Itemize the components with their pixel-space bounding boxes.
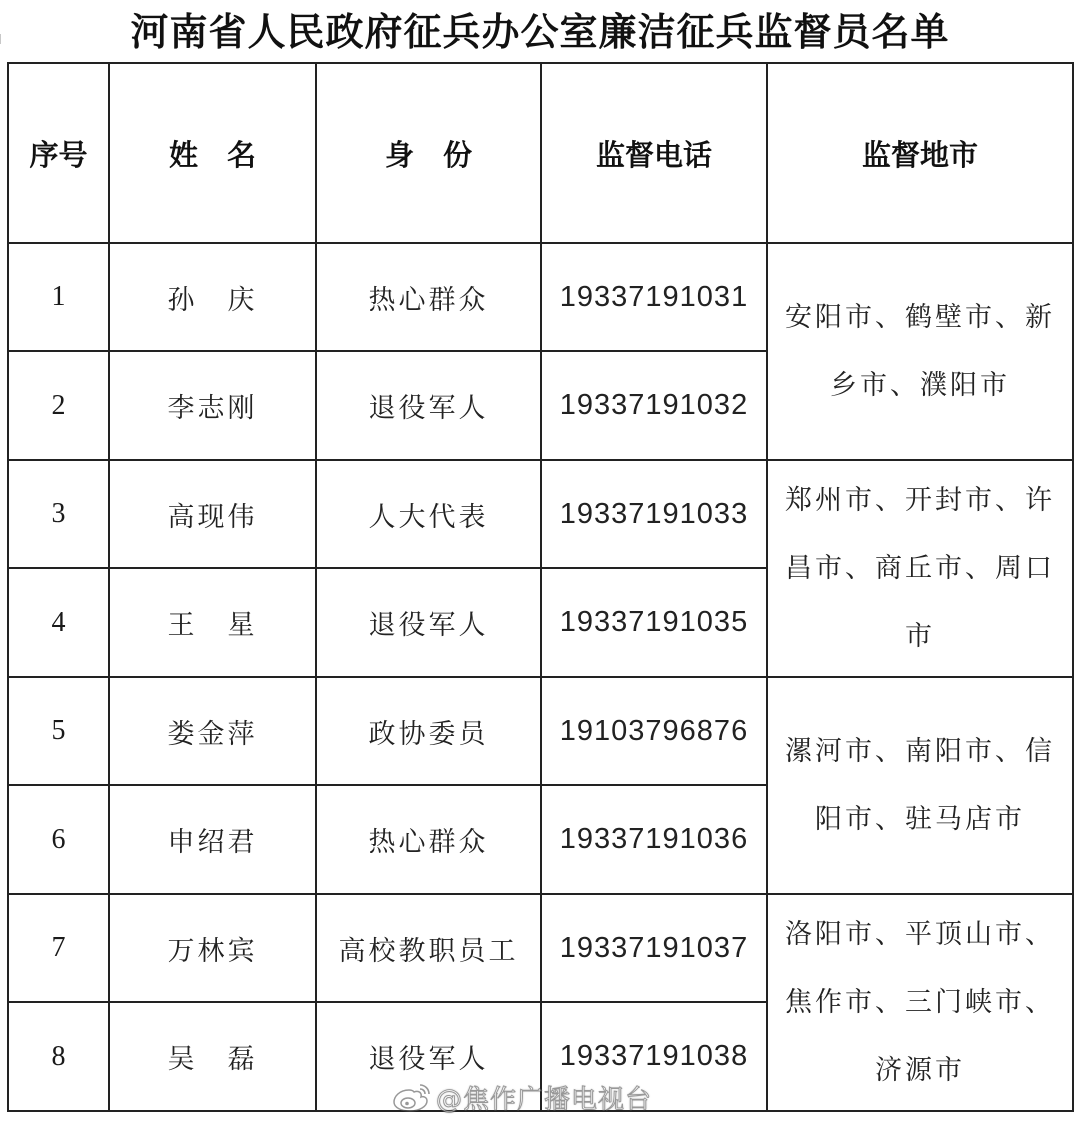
table-row [8,460,1073,568]
cell-identity: 退役军人 [316,1002,541,1111]
cell-seq: 2 [8,351,109,460]
cell-phone: 19337191035 [541,568,767,677]
document-title: 河南省人民政府征兵办公室廉洁征兵监督员名单 [130,10,950,54]
cell-region: 漯河市、南阳市、信阳市、驻马店市 [767,677,1073,894]
cell-identity: 政协委员 [316,677,541,785]
cell-phone: 19337191032 [541,351,767,460]
cell-seq: 8 [8,1002,109,1111]
table-row [8,894,1073,1002]
cell-seq: 5 [8,677,109,785]
table-header-row [8,63,1073,243]
header-name: 姓 名 [109,63,316,243]
header-identity: 身 份 [316,63,541,243]
cell-name: 李志刚 [109,351,316,460]
cell-seq: 7 [8,894,109,1002]
header-seq: 序号 [8,63,109,243]
cell-seq: 3 [8,460,109,568]
watermark-text: @焦作广播电视台 [436,1084,653,1115]
cell-name: 万林宾 [109,894,316,1002]
header-region: 监督地市 [767,63,1073,243]
supervisor-table [7,62,1074,1112]
watermark [392,1077,652,1117]
cell-region: 洛阳市、平顶山市、焦作市、三门峡市、济源市 [767,894,1073,1111]
cell-phone: 19337191033 [541,460,767,568]
cell-seq: 4 [8,568,109,677]
weibo-logo-icon [392,1081,432,1113]
cell-region: 郑州市、开封市、许昌市、商丘市、周口市 [767,460,1073,677]
cell-name: 申绍君 [109,785,316,894]
cell-name: 孙 庆 [109,243,316,351]
cell-name: 高现伟 [109,460,316,568]
cell-phone: 19337191037 [541,894,767,1002]
cell-phone: 19337191038 [541,1002,767,1111]
cell-identity: 退役军人 [316,568,541,677]
cell-identity: 人大代表 [316,460,541,568]
cell-identity: 高校教职员工 [316,894,541,1002]
cell-seq: 6 [8,785,109,894]
table-row [8,677,1073,785]
header-phone: 监督电话 [541,63,767,243]
table-row [8,243,1073,351]
cell-name: 娄金萍 [109,677,316,785]
cell-name: 吴 磊 [109,1002,316,1111]
cell-identity: 热心群众 [316,785,541,894]
cell-identity: 热心群众 [316,243,541,351]
cell-seq: 1 [8,243,109,351]
cell-name: 王 星 [109,568,316,677]
cell-phone: 19103796876 [541,677,767,785]
cell-identity: 退役军人 [316,351,541,460]
cell-phone: 19337191031 [541,243,767,351]
cell-phone: 19337191036 [541,785,767,894]
cell-region: 安阳市、鹤壁市、新乡市、濮阳市 [767,243,1073,460]
